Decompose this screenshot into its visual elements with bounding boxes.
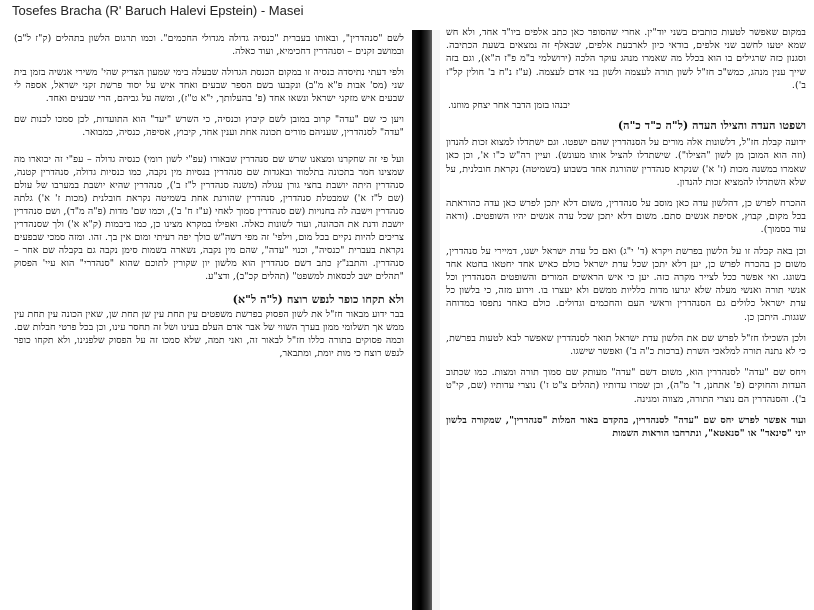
right-paragraph-4: וכן באה קבלה זו על הלשון בפרשת ויקרא (ד' י"ג) ואם כל עדת ישראל ישגו, דמיירי על סנהדרין, משום כן בהכרח לפרש כן, יען דלא יתכן שכל עדת ישראל כולם כאיש אחד יחטאו בחטא אחד בשוגג. ואי אפשר ככל לצייר מקרה כזה. יען כי איש הראשים המורים והשופטים הסנהדרין וכל אנשי תורה ואנשי מעלה שלא יגרעו מדות כלליות ממשם ולא יעצרו בו. וידוע מזה, כי בלשון כל עדת ישראל כלולים גם הסנהדרין וראשי העם והחכמים וגדולים. כולם כאחד נתפסו במדוחה שגגות. היתכן כן. [446,245,806,323]
left-page [8,22,412,610]
right-paragraph-2: ידועה קבלת חז"ל, דלשונות אלה מורים על הסנהדרין שהם ישפטו. וגם ישתדלו למצוא זכות להנדון (וזה הוא המובן מן לשון "הצילו"). שישתדלו להציל אותו מעונש). ועיין רה"ש כ"ו א', וכן כאן שאמרו במשנה מכות (ז' א') שנקרא סנהדרין שהורגת אחד בשבוע (בשמיטה) נקראת חובלנית, על שלא השתדלו להמציא זכות להנדון. [446,137,806,188]
right-signature: יבנהו בזמן הדבר אחר יצחק מווזנו. [448,100,570,112]
right-paragraph-3: ההכרח לפרש כן, דהלשון עדה כאן מוסב על סנהדרין, משום דלא יתכן לפרש כאן עדה כהוראתה בכל מקום, קבוץ, אסיפת אנשים סתם. משום דלא יתכן שכל עדה אנשים יהיו השופטים. (וראה עוד בסמוך). [446,198,806,236]
left-paragraph-3: ויען כי שם "עדה" קרוב במובן לשם קיבוץ וכנסיה, כי השרש "יעד" הוא התועדות, לכן סמכו לכנות שם "עדה" לסנהדרין, שעניהם מורים תכונה אחת וענין אחד, קיבוץ, אסיפה, כנסיה, כמבואר. [14,114,404,138]
left-paragraph-2: ולפי דעתי נתיסדה כנסיה זו במקום הכנסת הגדולה שבעלה בימי שמעון הצדיק שהי' משירי אנשיה בזמן בית שני (מס' אבות פ"א מ"ב) ונקבעו בשם הספר שבעים ואחד איש על יסוד פרשת זקני ישראל, אספה לי שבעים איש מזקני ישראל ונשאו אחד (פ' בהעלותך, י"א ט"ז), ומשה על גביהם, הרי שבעים ואחד. [14,67,404,104]
left-paragraph-4: ועל פי זה שחקרנו ומצאנו שרש שם סנהדרין שבאורו (עפ"י לשון רומי) כנסיה גדולה – עפ"י זה יבוארו מה שמצינו חמר בתכונה בתלמוד ובאגדות שם סנהדרין בנסיות מין נקבה, כמו כנסיות גדולה, סנהדרין קטנה, סנהדרין היתה יושבת בחצי גורן עגולה (משנה סנהדרין ל"ז ב'), סנהדרין שהיא יושבת במערבו של עולם (שם ל"ז א') שמבטלת סנהדרין, סנהדרין שהורגת אחת בשמיטה נקראת חובלנית (מכות ז' א') גלתה סנהדרין וישבה לה בחנויות (שם סנהדרין סמוך לאחי (ע"ז ח' ב'), וכמו שם' מדות (פ"ה מ"ד), ושם סנהדרין יושבת ודנת את הכהונה, ועוד לשונות כאלה. ואפילו במקרא מצינו כן, כמו ביבמות (ק"א א') ולך שסנהדרין צריכים להיות נקיים בכל מום, וילפי' זה מפי דשה"ש כולך יפה רעיתי ומום אין בך. זהו. ומזה סמכי שבפעים נקראת בעברית "כנסיה", וכנוי "עדה", שהם מין נקבה, נשארה בשמות סימן נקבה גם בקבלה שם אחר – סנהדרין. והתבנ"ץ כתב דשם סנהדרין הוא מלשון יון שקורין לתוכם שהוא "סנהדרי" הוא עיי' הפסוק "תהלים ישב לכסאות למשפט" (תהלים קכ"ב), ודצ"ע. [14,154,404,282]
right-section-heading: ושפטו העדה והצילו העדה (ל"ה כ"ד כ"ה) [617,119,806,133]
right-top-paragraph: במקום שאפשר לטעות כותבים בשני יוד"ין. אחרי שהסופר כאן כתב אלפים ביו"ד אחד, ולא חש שמא יטעו לחשב שני אלפים, בודאי כיון לארבעת אלפים, שבאלף זה נמצאים בשעת הכתיבה. וסגנון כזה שרגילים בו הוא בכלל מה שאמרו מנהג עוקר הלכה (ירושלמי ב"מ פ"ז ה"א), וגם בזה שייך ענין מנהג, כמש"כ חז"ל לשון תורה לעצמה ולשון בני אדם לעצמה. (ע"ז נ"ח ב' חולין קל"ז ב'). [446,27,806,91]
left-paragraph-5: בבר ידוע מבאור חז"ל את לשון הפסוק בפרשת משפטים עין תחת עין שן תחת שן, שאין הכונה עין תחת עין ממש אך תשלומי ממון בערך השווי של אבר אדם העלם בעינו ושל זה תחסר עינו, וכן בכל פרטי חבלות שם. וכמה פסוקים בתורה כללו חז"ל לבאור זה, ואני תמה, שלא סמכו זה על הפסוק שלפנינו, ולא תקחו כופר לנפש רוצח כי מות יומת, ומתבאר, [14,309,404,360]
right-paragraph-7: ועוד אפשר לפרש יחס שם "עדה" לסנהדרין, בהקדם באור המלות "סנהדרין", שמקורה בלשון יוני "סינאד" או "סנאטא", ונתרחבו הוראות השמות [446,414,806,440]
book-spine-shadow [412,30,434,610]
page-gutter [432,30,440,610]
left-paragraph-1: לשם "סנהדרין", ובאותו בעברית "כנסיה גדולה מגדולי החכמים". וכמו תרגום הלשון בתהלים (ק"ז ל"ב) ובמושב זקנים – וסנהדרין דחכימיא, ועוד כאלה. [14,33,404,57]
right-page [440,22,814,610]
right-paragraph-5: ולכן השכילו חז"ל לפרש שם את הלשון עדת ישראל תואר לסנהדרין שאפשר לבא לטעות בפרשת, כי לא נתנה תורה למלאכי השרת (ברכות כ"ה ב') ואפשר שישגו. [446,332,806,358]
document-caption: Tosefes Bracha (R' Baruch Halevi Epstein) - Masei [12,3,304,18]
right-paragraph-6: ויחס שם "עדה" לסנהדרין הוא, משום דשם "עדה" מעותק שם סמוך תורה ומצות. כמו שכתוב העדות והחוקים (פ' אתחנן, ד' מ"ה), וכן שמרו עדותיו (תהלים צ"ט ז') נוצרי עדותיו (שם, קי"ט ב'). והסנהדרין הם נוצרי התורה, מצווה ומגינה. [446,367,806,405]
left-section-heading: ולא תקחו כופר לנפש רוצח (ל"ה ל"א) [232,293,404,306]
